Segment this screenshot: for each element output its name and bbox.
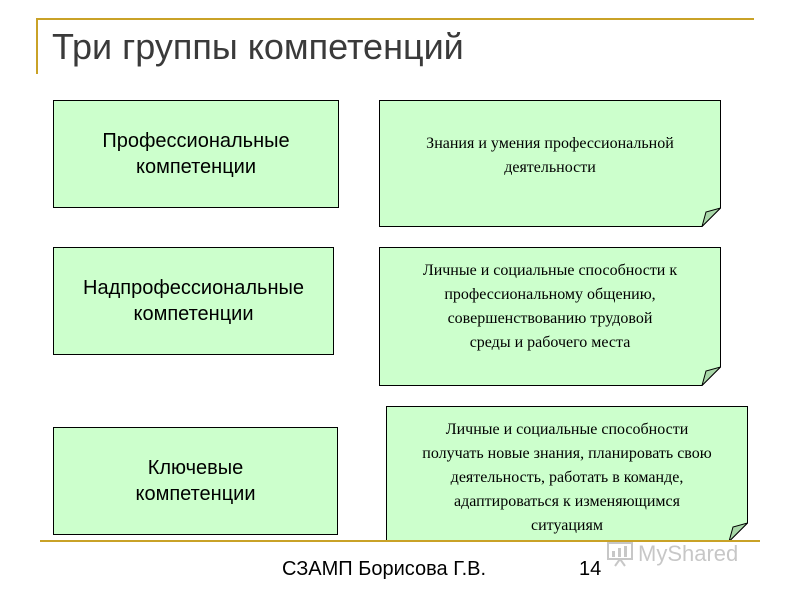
group-box-key — [53, 427, 338, 535]
group-name — [102, 128, 289, 180]
watermark-text: MyShared — [638, 541, 739, 566]
description-line: Личные и социальные способности — [445, 421, 689, 438]
group-name-line: компетенции — [133, 303, 254, 325]
footer-author: СЗАМП Борисова Г.В. — [282, 558, 487, 580]
group-name — [83, 275, 304, 327]
description-line: адаптироваться к изменяющимся — [453, 493, 681, 510]
slide-title: Три группы компетенций — [52, 26, 464, 67]
description-line: Личные и социальные способности к — [422, 262, 678, 279]
top-decorative-rule — [38, 18, 754, 20]
description-note-supra-professional — [379, 247, 721, 386]
description-note-key — [386, 406, 748, 542]
description-text — [379, 100, 721, 180]
description-note-professional — [379, 100, 721, 227]
group-name-line: Надпрофессиональные — [83, 277, 304, 299]
description-line: ситуациям — [531, 517, 603, 534]
description-line: деятельность, работать в команде, — [450, 469, 684, 486]
description-line: Знания и умения профессиональной — [426, 135, 674, 152]
group-box-supra-professional — [53, 247, 334, 355]
left-decorative-rule — [36, 18, 38, 74]
group-box-professional — [53, 100, 339, 208]
group-name — [135, 455, 255, 507]
description-line: совершенствованию трудовой — [447, 310, 653, 327]
description-line: получать новые знания, планировать свою — [422, 445, 712, 462]
group-name-line: компетенции — [135, 156, 257, 178]
description-line: среды и рабочего места — [469, 334, 631, 351]
description-line: профессиональному общению, — [444, 286, 656, 303]
chart-board-icon — [606, 541, 634, 567]
watermark-logo — [606, 538, 738, 570]
description-text — [386, 406, 748, 538]
page-number: 14 — [579, 558, 602, 580]
description-text — [379, 247, 721, 355]
description-line: деятельности — [504, 159, 596, 176]
group-name-line: Ключевые — [147, 457, 244, 479]
group-name-line: компетенции — [135, 483, 256, 505]
group-name-line: Профессиональные — [102, 130, 290, 152]
